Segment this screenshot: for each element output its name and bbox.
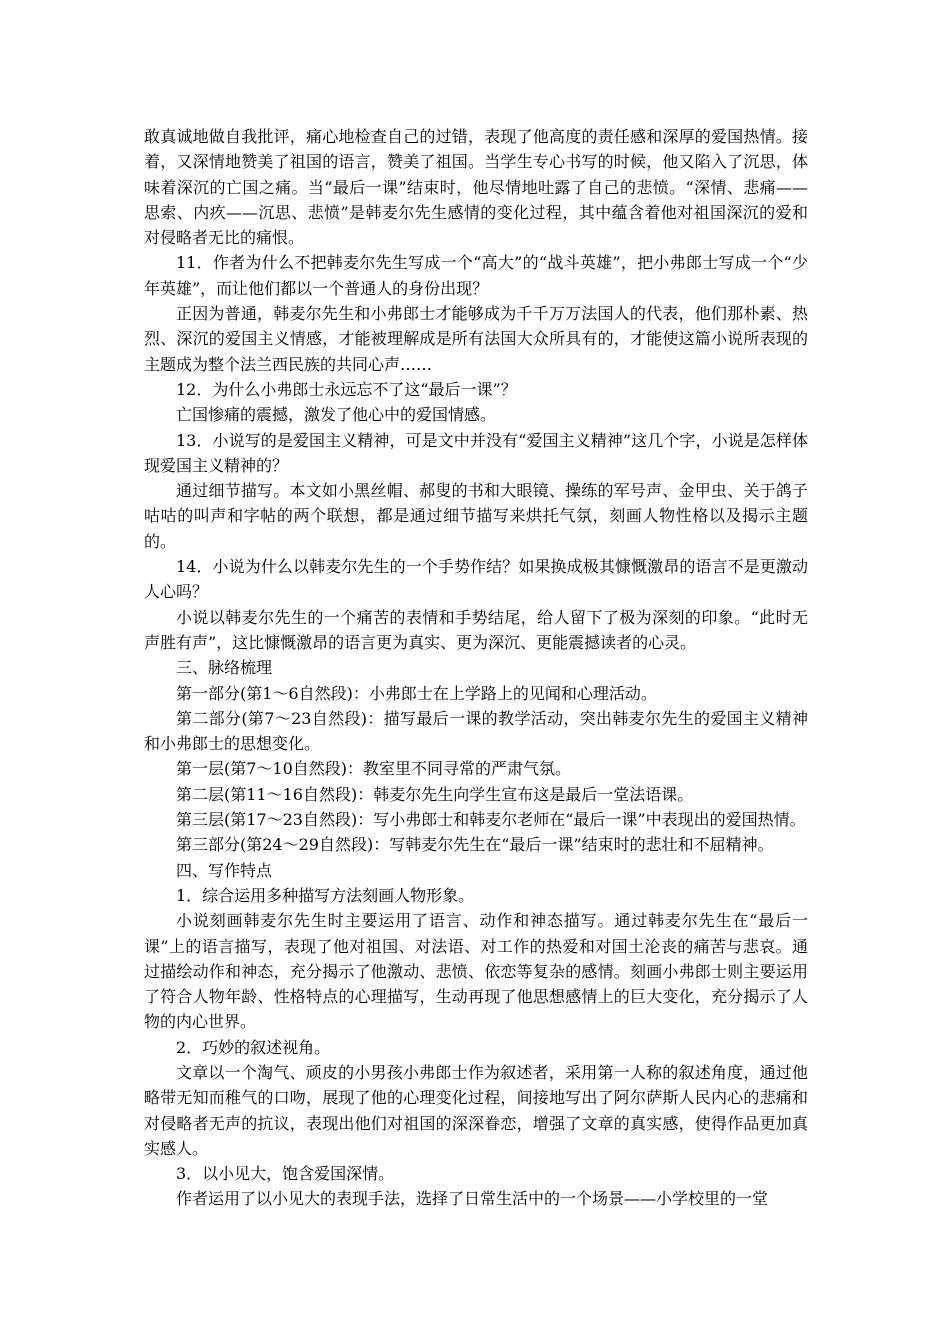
feature-1-body: 小说刻画韩麦尔先生时主要运用了语言、动作和神态描写。通过韩麦尔先生在“最后一课”上的语言描写，表现了他对祖国、对法语、对工作的热爱和对国土沦丧的痛苦与悲哀。通过描绘动作和神态，充分揭示了他激动、悲愤、依恋等复杂的感情。刻画小弗郎士则主要运用了符合人物年龄、性格特点的心理描写，生动再现了他思想感情上的巨大变化，充分揭示了人物的内心世界。: [144, 911, 808, 1032]
feature-2-body: 文章以一个淘气、顽皮的小男孩小弗郎士作为叙述者，采用第一人称的叙述角度，通过他略带无知而稚气的口吻，展现了他的心理变化过程，间接地写出了阿尔萨斯人民内心的悲痛和对侵略者无声的抗议，表现出他们对祖国的深深眷恋，增强了文章的真实感，使得作品更加真实感人。: [144, 1062, 808, 1158]
structure-part-2: 第二部分(第7～23自然段)：描写最后一课的教学活动，突出韩麦尔先生的爱国主义精神和小弗郎士的思想变化。: [144, 708, 808, 754]
document-page: [144, 124, 808, 1212]
structure-part-1: 第一部分(第1～6自然段)：小弗郎士在上学路上的见闻和心理活动。: [176, 683, 657, 703]
structure-layer-3: 第三层(第17～23自然段)：写小弗郎士和韩麦尔老师在“最后一课”中表现出的爱国热情。: [176, 810, 806, 830]
question-13: 13．小说写的是爱国主义精神，可是文中并没有“爱国主义精神”这几个字，小说是怎样体现爱国主义精神的？: [144, 430, 808, 475]
question-12: 12．为什么小弗郎士永远忘不了这“最后一课”？: [176, 379, 517, 399]
question-11: 11．作者为什么不把韩麦尔先生写成一个“高大”的“战斗英雄”，把小弗郎士写成一个“少年英雄”，而让他们都以一个普通人的身份出现？: [144, 253, 808, 298]
structure-layer-1: 第一层(第7～10自然段)：教室里不同寻常的严肃气氛。: [176, 759, 572, 779]
answer-14: 小说以韩麦尔先生的一个痛苦的表情和手势结尾，给人留下了极为深刻的印象。“此时无声胜有声”，这比慷慨激昂的语言更为真实、更为深沉、更能震撼读者的心灵。: [144, 607, 808, 652]
feature-3-heading: 3．以小见大，饱含爱国深情。: [176, 1164, 395, 1184]
feature-1-heading: 1．综合运用多种描写方法刻画人物形象。: [176, 885, 475, 905]
paragraph-1: 敢真诚地做自我批评，痛心地检查自己的过错，表现了他高度的责任感和深厚的爱国热情。接着，又深情地赞美了祖国的语言，赞美了祖国。当学生专心书写的时候，他又陷入了沉思，体味着深沉的亡国之痛。当“最后一课”结束时，他尽情地吐露了自己的悲愤。“深情、悲痛——思索、内疚——沉思、悲愤”是韩麦尔先生感情的变化过程，其中蕴含着他对祖国深沉的爱和对侵略者无比的痛恨。: [144, 127, 808, 248]
answer-11: 正因为普通，韩麦尔先生和小弗郎士才能够成为千千万万法国人的代表，他们那朴素、热烈、深沉的爱国主义情感，才能被理解成是所有法国大众所具有的，才能使这篇小说所表现的主题成为整个法兰西民族的共同心声……: [144, 304, 808, 374]
feature-3-body: 作者运用了以小见大的表现手法，选择了日常生活中的一个场景——小学校里的一堂: [176, 1189, 769, 1209]
answer-12: 亡国惨痛的震撼，激发了他心中的爱国情感。: [176, 405, 497, 425]
structure-part-3: 第三部分(第24～29自然段)：写韩麦尔先生在“最后一课”结束时的悲壮和不屈精神。: [176, 835, 774, 855]
structure-layer-2: 第二层(第11～16自然段)：韩麦尔先生向学生宣布这是最后一堂法语课。: [176, 784, 694, 804]
section-heading-structure: 三、脉络梳理: [176, 658, 273, 678]
question-14: 14．小说为什么以韩麦尔先生的一个手势作结？如果换成极其慷慨激昂的语言不是更激动人心吗？: [144, 557, 808, 602]
feature-2-heading: 2．巧妙的叙述视角。: [176, 1037, 331, 1057]
section-heading-writing: 四、写作特点: [176, 860, 273, 880]
answer-13: 通过细节描写。本文如小黑丝帽、郝叟的书和大眼镜、操练的军号声、金甲虫、关于鸽子咕咕的叫声和字帖的两个联想，都是通过细节描写来烘托气氛，刻画人物性格以及揭示主题的。: [144, 481, 808, 551]
